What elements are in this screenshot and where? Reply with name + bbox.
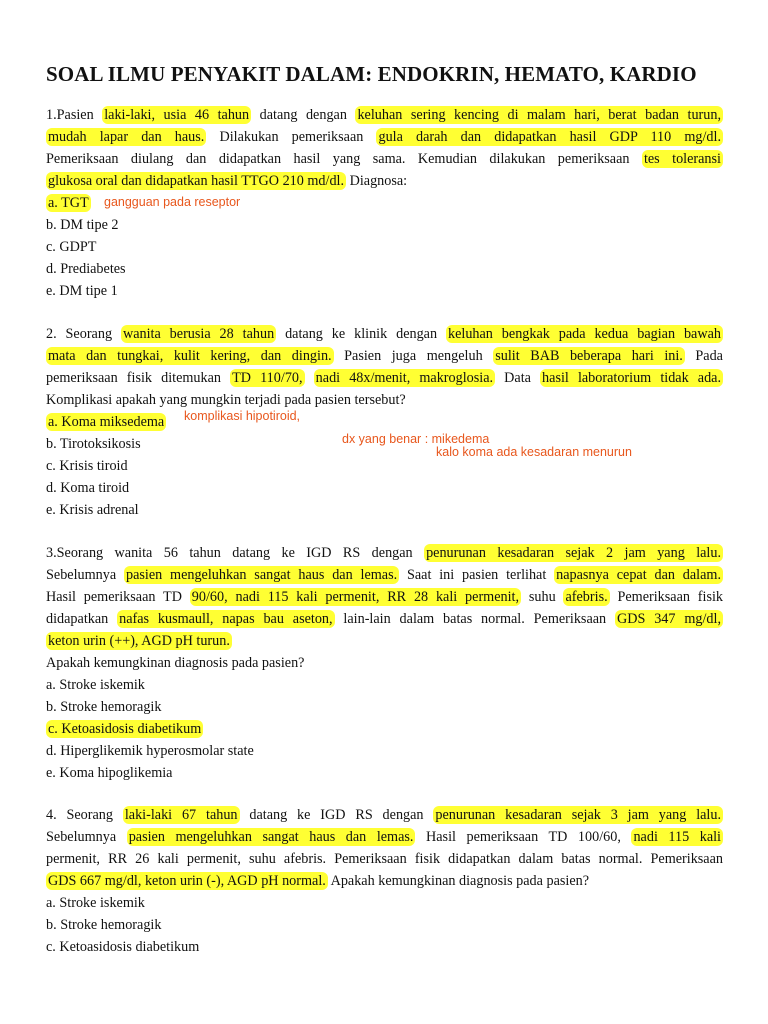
highlight: wanita berusia 28 tahun bbox=[122, 326, 275, 342]
q1-line-1 bbox=[46, 104, 723, 126]
highlight: tes toleransi bbox=[643, 151, 721, 167]
q3-line-1 bbox=[46, 542, 723, 564]
text: 2. Seorang bbox=[46, 326, 121, 342]
text: Sebelumnya bbox=[46, 567, 124, 583]
text: Saat ini pasien terlihat bbox=[399, 567, 555, 583]
text: Sebelumnya bbox=[46, 829, 127, 845]
q2-annotation-3: kalo koma ada kesadaran menurun bbox=[436, 445, 632, 459]
text: datang ke klinik dengan bbox=[276, 326, 446, 342]
answer-highlight: a. Koma miksedema bbox=[48, 414, 165, 430]
q3-line-4 bbox=[46, 608, 723, 630]
text: Pemeriksaan diulang dan didapatkan hasil yang sama. Kemudian dilakukan pemeriksaan bbox=[46, 151, 642, 167]
q4-line-4 bbox=[46, 870, 589, 892]
q3-option-c bbox=[46, 718, 203, 740]
text: Hasil pemeriksaan TD 100/60, bbox=[415, 829, 632, 845]
q4-line-1 bbox=[46, 804, 723, 826]
q2-line-4: Komplikasi apakah yang mungkin terjadi pada pasien tersebut? bbox=[46, 392, 406, 408]
q3-line-6: Apakah kemungkinan diagnosis pada pasien? bbox=[46, 655, 305, 671]
highlight: penurunan kesadaran sejak 2 jam yang lalu. bbox=[426, 545, 722, 561]
text: 3.Seorang wanita 56 tahun datang ke IGD RS dengan bbox=[46, 545, 425, 561]
text: didapatkan bbox=[46, 611, 118, 627]
highlight: gula darah dan didapatkan hasil GDP 110 mg/dl. bbox=[378, 129, 721, 145]
q2-option-d: d. Koma tiroid bbox=[46, 480, 130, 496]
q4-option-a: a. Stroke iskemik bbox=[46, 895, 145, 911]
answer-highlight: a. TGT bbox=[48, 195, 89, 211]
highlight: napasnya cepat dan dalam. bbox=[556, 567, 721, 583]
q2-annotation-1: komplikasi hipotiroid, bbox=[184, 409, 301, 423]
highlight: glukosa oral dan didapatkan hasil TTGO 210 md/dl. bbox=[48, 173, 345, 189]
text: Pemeriksaan fisik bbox=[609, 589, 724, 605]
q2-line-3 bbox=[46, 367, 723, 389]
q1-line-2 bbox=[46, 126, 723, 148]
highlight: penurunan kesadaran sejak 3 jam yang lalu. bbox=[435, 807, 722, 823]
highlight: sulit BAB beberapa hari ini. bbox=[495, 348, 683, 364]
q3-line-5 bbox=[46, 630, 232, 652]
highlight: nadi 115 kali bbox=[633, 829, 721, 845]
text bbox=[305, 370, 314, 386]
q2-option-b: b. Tirotoksikosis bbox=[46, 436, 141, 452]
highlight: laki-laki 67 tahun bbox=[124, 807, 238, 823]
text: Pasien juga mengeluh bbox=[333, 348, 494, 364]
highlight: laki-laki, usia 46 tahun bbox=[104, 107, 250, 123]
q2-option-e: e. Krisis adrenal bbox=[46, 502, 139, 518]
q4-line-3: permenit, RR 26 kali permenit, suhu afebris. Pemeriksaan fisik didapatkan dalam batas normal. Pemeriksaan bbox=[46, 851, 723, 867]
highlight: mudah lapar dan haus. bbox=[48, 129, 205, 145]
highlight: keluhan bengkak pada kedua bagian bawah bbox=[447, 326, 721, 342]
q1-line-3 bbox=[46, 148, 723, 170]
q3-option-e: e. Koma hipoglikemia bbox=[46, 765, 173, 781]
q1-option-d: d. Prediabetes bbox=[46, 261, 126, 277]
text: datang dengan bbox=[251, 107, 356, 123]
highlight: hasil laboratorium tidak ada. bbox=[542, 370, 722, 386]
q1-line-4 bbox=[46, 170, 407, 192]
highlight: keton urin (++), AGD pH turun. bbox=[48, 633, 230, 649]
q2-option-c: c. Krisis tiroid bbox=[46, 458, 128, 474]
highlight: GDS 347 mg/dl, bbox=[616, 611, 721, 627]
q3-option-b: b. Stroke hemoragik bbox=[46, 699, 162, 715]
text: Apakah kemungkinan diagnosis pada pasien? bbox=[327, 873, 590, 889]
q2-line-2 bbox=[46, 345, 723, 367]
text: Data bbox=[495, 370, 541, 386]
q2-option-a bbox=[46, 411, 166, 433]
text: suhu bbox=[521, 589, 564, 605]
answer-highlight: c. Ketoasidosis diabetikum bbox=[48, 721, 202, 737]
q3-line-2 bbox=[46, 564, 723, 586]
text: Hasil pemeriksaan TD bbox=[46, 589, 190, 605]
q4-option-c: c. Ketoasidosis diabetikum bbox=[46, 939, 200, 955]
text: pemeriksaan fisik ditemukan bbox=[46, 370, 231, 386]
text: lain-lain dalam batas normal. Pemeriksaan bbox=[334, 611, 615, 627]
q3-option-d: d. Hiperglikemik hyperosmolar state bbox=[46, 743, 254, 759]
highlight: GDS 667 mg/dl, keton urin (-), AGD pH normal. bbox=[48, 873, 326, 889]
text: Diagnosa: bbox=[346, 173, 408, 189]
highlight: afebris. bbox=[565, 589, 608, 605]
q2-annotation-2: dx yang benar : mikedema bbox=[342, 432, 490, 446]
highlight: nafas kusmaull, napas bau aseton, bbox=[119, 611, 333, 627]
highlight: TD 110/70, bbox=[232, 370, 303, 386]
text: Pada bbox=[684, 348, 723, 364]
text: 4. Seorang bbox=[46, 807, 123, 823]
q1-annotation: gangguan pada reseptor bbox=[104, 195, 241, 209]
q1-option-c: c. GDPT bbox=[46, 239, 97, 255]
highlight: keluhan sering kencing di malam hari, berat badan turun, bbox=[357, 107, 722, 123]
highlight: 90/60, nadi 115 kali permenit, RR 28 kali permenit, bbox=[191, 589, 520, 605]
highlight: mata dan tungkai, kulit kering, dan dingin. bbox=[48, 348, 332, 364]
q1-option-a bbox=[46, 192, 91, 214]
q1-option-b: b. DM tipe 2 bbox=[46, 217, 119, 233]
text: 1.Pasien bbox=[46, 107, 103, 123]
highlight: pasien mengeluhkan sangat haus dan lemas. bbox=[128, 829, 414, 845]
q3-line-3 bbox=[46, 586, 723, 608]
q4-line-2 bbox=[46, 826, 723, 848]
document-title: SOAL ILMU PENYAKIT DALAM: ENDOKRIN, HEMATO, KARDIO bbox=[46, 62, 697, 86]
text: Dilakukan pemeriksaan bbox=[206, 129, 377, 145]
text: datang ke IGD RS dengan bbox=[239, 807, 434, 823]
highlight: nadi 48x/menit, makroglosia. bbox=[315, 370, 494, 386]
highlight: pasien mengeluhkan sangat haus dan lemas. bbox=[125, 567, 398, 583]
q2-line-1 bbox=[46, 323, 723, 345]
q3-option-a: a. Stroke iskemik bbox=[46, 677, 145, 693]
q1-option-e: e. DM tipe 1 bbox=[46, 283, 118, 299]
q4-option-b: b. Stroke hemoragik bbox=[46, 917, 162, 933]
